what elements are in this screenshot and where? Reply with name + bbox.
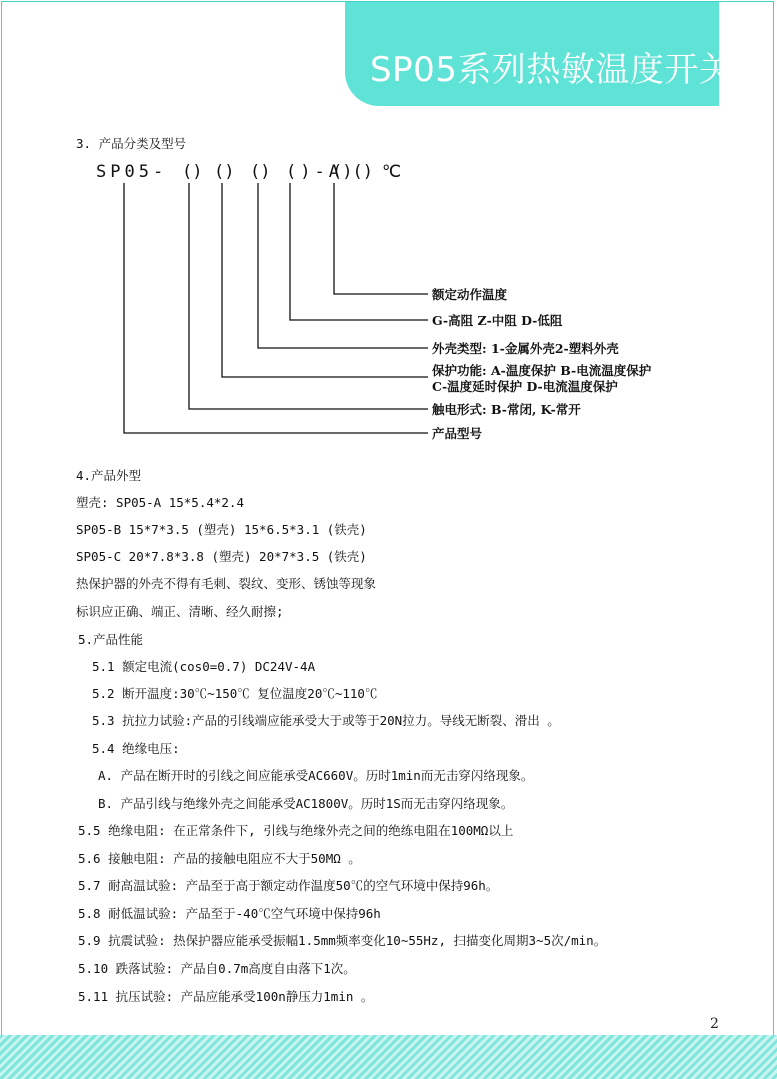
section5-line: 5.9 抗震试验: 热保护器应能承受振幅1.5mm频率变化10~55Hz, 扫描变化周期3~5次/min。 — [78, 933, 607, 948]
section4-line: SP05-B 15*7*3.5 (塑壳) 15*6.5*3.1 (铁壳) — [76, 522, 367, 537]
label-rated-temp: 额定动作温度 — [432, 287, 508, 302]
bottom-decorative-band — [0, 1035, 777, 1079]
section5-line: 5.7 耐高温试验: 产品至于高于额定动作温度50℃的空气环境中保持96h。 — [78, 878, 499, 893]
section5-line: 5.3 抗拉力试验:产品的引线端应能承受大于或等于20N拉力。导线无断裂、滑出 。 — [92, 713, 560, 728]
model-slot-3: () — [250, 162, 271, 182]
label-protection-2: C-温度延时保护 D-电流温度保护 — [432, 379, 618, 394]
label-product-model: 产品型号 — [432, 426, 483, 441]
page-title: SP05系列热敏温度开关 — [370, 50, 734, 90]
section4-line: 热保护器的外壳不得有毛刺、裂纹、变形、锈蚀等现象 — [76, 576, 377, 591]
model-unit: ℃ — [382, 162, 402, 182]
page-number: 2 — [710, 1016, 719, 1032]
bracket-line-case-type — [258, 183, 428, 348]
section5-line: 5.5 绝缘电阻: 在正常条件下, 引线与绝缘外壳之间的绝练电阻在100MΩ以上 — [78, 823, 514, 838]
section5-line: A. 产品在断开时的引线之间应能承受AC660V。历时1min而无击穿闪络现象。 — [98, 768, 534, 783]
bracket-line-contact — [189, 183, 428, 409]
section5-line: 5.10 跌落试验: 产品自0.7m高度自由落下1次。 — [78, 961, 356, 976]
bracket-line-rated-temp — [334, 183, 428, 294]
section5-line: B. 产品引线与绝缘外壳之间能承受AC1800V。历时1S而无击穿闪络现象。 — [98, 796, 514, 811]
section5-heading: 5.产品性能 — [78, 632, 144, 647]
model-prefix: SP05- — [96, 162, 168, 182]
section4-line: 标识应正确、端正、清晰、经久耐擦; — [76, 604, 284, 619]
section5-line: 5.11 抗压试验: 产品应能承受100n静压力1min 。 — [78, 989, 374, 1004]
section4-line: SP05-C 20*7.8*3.8 (塑壳) 20*7*3.5 (铁壳) — [76, 549, 367, 564]
bracket-line-resistance — [290, 183, 428, 320]
label-protection-1: 保护功能: A-温度保护 B-电流温度保护 — [432, 363, 652, 378]
section4-line: 塑壳: SP05-A 15*5.4*2.4 — [76, 495, 244, 510]
section5-line: 5.2 断开温度:30℃~150℃ 复位温度20℃~110℃ — [92, 686, 378, 701]
label-contact-form: 触电形式: B-常闭, K-常开 — [432, 402, 581, 417]
bracket-line-product-model — [124, 183, 428, 433]
model-slot-1: () — [182, 162, 203, 182]
model-slot-4: ()-A — [286, 162, 343, 182]
section3-heading: 3. 产品分类及型号 — [76, 136, 187, 151]
label-case-type: 外壳类型: 1-金属外壳2-塑料外壳 — [432, 341, 619, 356]
label-resistance: G-高阻 Z-中阻 D-低阻 — [432, 313, 563, 328]
section5-line: 5.1 额定电流(cos0=0.7) DC24V-4A — [92, 659, 316, 674]
section4-heading: 4.产品外型 — [76, 468, 142, 483]
section5-line: 5.4 绝缘电压: — [92, 741, 180, 756]
model-slot-2: () — [214, 162, 235, 182]
model-slot-5: ()() — [332, 162, 373, 182]
section5-line: 5.6 接触电阻: 产品的接触电阻应不大于50MΩ 。 — [78, 851, 361, 866]
section5-line: 5.8 耐低温试验: 产品至于-40℃空气环境中保持96h — [78, 906, 381, 921]
